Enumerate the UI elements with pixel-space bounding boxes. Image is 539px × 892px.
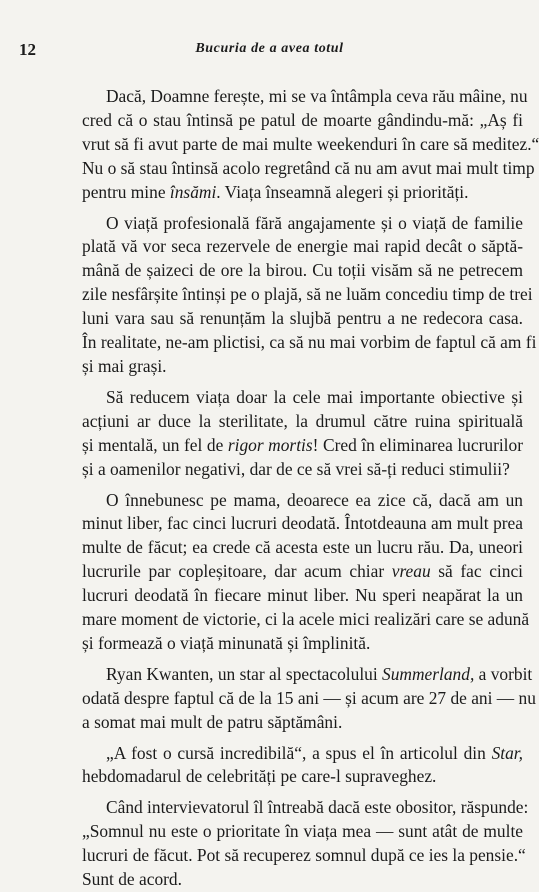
italic-text: rigor mortis	[227, 434, 313, 455]
text-line	[58, 331, 537, 355]
paragraph	[58, 796, 529, 892]
text-segment: Nu o să stau întinsă acolo regretând că nu am avut mai mult timp	[82, 157, 535, 178]
text-segment: mână de șaizeci de ore la birou. Cu toții visăm să ne petrecem	[82, 260, 523, 281]
text-segment: pentru mine	[82, 181, 170, 202]
text-segment: și formează o viață minunată și împlinită.	[82, 632, 371, 653]
text-segment: O viață profesională fără angajamente și o viață de familie	[106, 212, 523, 233]
text-segment: cred că o stau întinsă pe patul de moarte gândindu-mă: „Aș fi	[82, 109, 523, 130]
paragraph	[58, 663, 536, 735]
text-segment: Când intervievatorul îl întreabă dacă este obositor, răspunde:	[106, 797, 529, 818]
text-line	[58, 85, 528, 109]
text-line	[58, 259, 523, 283]
text-segment: lucrurile par copleșitoare, dar acum chiar	[82, 561, 392, 582]
italic-text: vreau	[391, 561, 431, 582]
text-line	[58, 355, 523, 379]
text-line	[58, 632, 523, 656]
text-segment: „Somnul nu este o prioritate în viața mea — sunt atât de multe	[82, 821, 523, 842]
text-segment: a vorbit	[474, 663, 533, 684]
text-segment: hebdomadarul de celebrități pe care-l supraveghez.	[82, 766, 437, 787]
paragraph	[58, 212, 537, 379]
text-line	[58, 157, 535, 181]
paragraph	[58, 489, 530, 656]
italic-text: Summerland,	[382, 663, 475, 684]
text-segment: mare moment de victorie, ci la acele mici realizări care se adună	[82, 609, 530, 630]
text-segment: ! Cred în eliminarea lucrurilor	[312, 434, 524, 455]
text-line	[58, 212, 523, 236]
text-segment: odată despre faptul că de la 15 ani — și acum are 27 de ani — nu	[82, 687, 536, 708]
text-line	[58, 307, 523, 331]
body-text	[58, 85, 539, 892]
text-segment: și mai grași.	[82, 355, 167, 376]
text-line	[58, 868, 523, 892]
text-line	[58, 489, 523, 513]
text-segment: lucruri de făcut. Pot să recuperez somnul după ce ies la pensie.“	[82, 845, 526, 866]
text-segment: acțiuni ar duce la sterilitate, la drumul către ruina spirituală	[82, 410, 523, 431]
text-segment: și mentală, un fel de	[82, 434, 228, 455]
text-segment: și a oamenilor negativi, dar de ce să vrei să-ți reduci stimulii?	[82, 458, 510, 479]
text-segment: luni vara sau să renunțăm la slujbă pentru a ne redecora casa.	[82, 308, 523, 329]
text-segment: multe de făcut; ea crede că acesta este un lucru rău. Da, uneori	[82, 537, 523, 558]
text-line	[58, 536, 523, 560]
paragraph	[58, 386, 523, 482]
text-line	[58, 584, 523, 608]
text-segment: În realitate, ne-am plictisi, ca să nu mai vorbim de faptul că am fi	[82, 332, 537, 353]
text-line	[58, 711, 523, 735]
text-segment: O înnebunesc pe mama, deoarece ea zice că, dacă am un	[106, 489, 523, 510]
italic-text: Star,	[491, 742, 523, 763]
text-segment: Să reducem viața doar la cele mai importante obiective și	[106, 386, 523, 407]
paragraph	[58, 742, 523, 790]
text-line	[58, 181, 523, 205]
text-line	[58, 133, 539, 157]
text-segment: „A fost o cursă incredibilă“, a spus el în articolul din	[106, 742, 492, 763]
text-line	[58, 434, 523, 458]
text-line	[58, 235, 523, 259]
text-line	[58, 765, 523, 789]
text-segment: vrut să fi avut parte de mai multe weekenduri în care să meditez.“	[82, 133, 539, 154]
text-line	[58, 560, 523, 584]
text-segment: . Viața înseamnă alegeri și priorități.	[216, 181, 469, 202]
text-line	[58, 820, 523, 844]
text-line	[58, 410, 523, 434]
text-segment: lucruri deodată în fiecare minut liber. Nu speri neapărat la un	[82, 585, 523, 606]
text-line	[58, 283, 533, 307]
text-segment: a somat mai mult de patru săptămâni.	[82, 711, 343, 732]
text-segment: să fac cinci	[430, 561, 523, 582]
page-header	[19, 40, 520, 64]
paragraph	[58, 85, 539, 205]
text-line	[58, 844, 526, 868]
text-line	[58, 687, 536, 711]
text-segment: Dacă, Doamne ferește, mi se va întâmpla ceva rău mâine, nu	[106, 86, 528, 106]
page-number: 12	[19, 40, 36, 59]
italic-text: însămi	[169, 181, 217, 202]
text-line	[58, 109, 523, 133]
running-title: Bucuria de a avea totul	[195, 41, 344, 56]
text-segment: plată vă vor seca rezervele de energie mai rapid decât o săptă-	[82, 236, 523, 257]
text-line	[58, 742, 523, 766]
text-segment: Sunt de acord.	[82, 869, 182, 890]
text-line	[58, 796, 529, 820]
text-line	[58, 458, 523, 482]
text-line	[58, 663, 533, 687]
text-segment: zile nesfârșite întinși pe o plajă, să ne luăm concediu timp de trei	[82, 284, 533, 305]
text-line	[58, 512, 523, 536]
text-line	[58, 386, 523, 410]
text-line	[58, 608, 530, 632]
text-segment: Ryan Kwanten, un star al spectacolului	[106, 663, 383, 684]
text-segment: minut liber, fac cinci lucruri deodată. Întotdeauna am mult prea	[82, 513, 523, 534]
